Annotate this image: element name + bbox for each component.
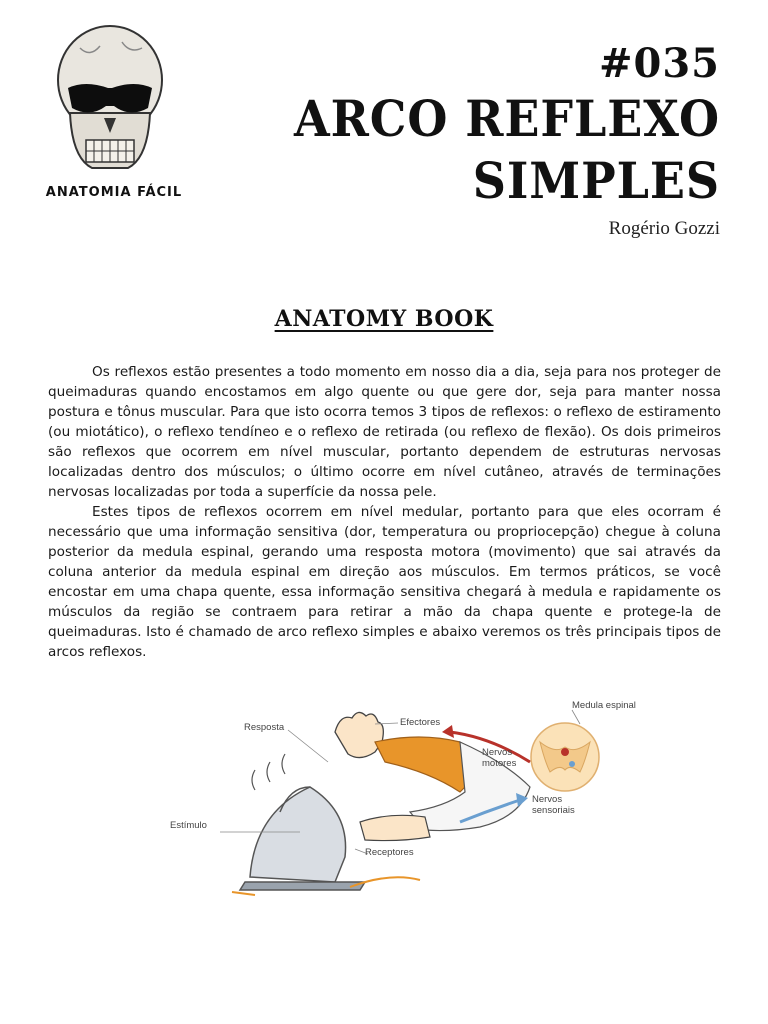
label-estimulo: Estímulo (170, 820, 207, 831)
label-medula-espinal: Medula espinal (572, 700, 636, 711)
body-text (48, 362, 721, 662)
logo (30, 18, 190, 208)
title-line-2: SIMPLES (472, 151, 720, 210)
label-nervos-motores: Nervos motores (482, 747, 517, 769)
label-efectores: Efectores (400, 717, 441, 728)
label-receptores: Receptores (365, 847, 414, 858)
raised-hand (335, 712, 383, 757)
reflex-arc-figure (160, 692, 660, 917)
paragraph: Estes tipos de reflexos ocorrem em nível medular, portanto para que eles ocorram é necessário que uma informação sensitiva (dor, temperatura ou propriocepção) chegue à coluna posterior da medula espinal, gerando uma resposta motora (movimento) que sai através da coluna anterior da medula espinal em direção aos músculos. Em termos práticos, se você encostar em uma chapa quente, essa informação sensitiva chegará à medula e rapidamente os músculos da região se contraem para retirar a mão da chapa quente e protege-la de queimaduras. Isto é chamado de arco reflexo simples e abaixo veremos os três principais tipos de arcos reflexos. (48, 504, 721, 660)
spinal-cord-cross-section (531, 723, 599, 791)
label-resposta: Resposta (244, 722, 285, 733)
title-line-1: ARCO REFLEXO (294, 89, 720, 148)
skull-with-sunglasses-icon (30, 18, 190, 188)
paragraph: Os reflexos estão presentes a todo momento em nosso dia a dia, seja para nos proteger de queimaduras quando encostamos em algo quente ou que gere dor, seja para manter nossa postura e tônus muscular. Para que isto ocorra temos 3 tipos de reflexos: o reflexo de estiramento (ou miotático), o reflexo tendíneo e o reflexo de retirada (ou reflexo de flexão). Os dois primeiros são reflexos que ocorrem em nível muscular, portanto dependem de estruturas nervosas localizadas dentro dos músculos; o último ocorre em nível cutâneo, através de terminações nervosas localizadas por toda a superfície da nossa pele. (48, 364, 721, 500)
issue-number: #035 (598, 40, 720, 87)
section-title-text: ANATOMY BOOK (274, 306, 494, 332)
author: Rogério Gozzi (608, 218, 720, 239)
document-header (257, 40, 720, 240)
label-nervos-sensoriais: Nervos sensoriais (532, 794, 575, 816)
logo-text: ANATOMIA FÁCIL (45, 185, 183, 200)
section-title (0, 306, 768, 332)
hot-iron (250, 787, 346, 882)
